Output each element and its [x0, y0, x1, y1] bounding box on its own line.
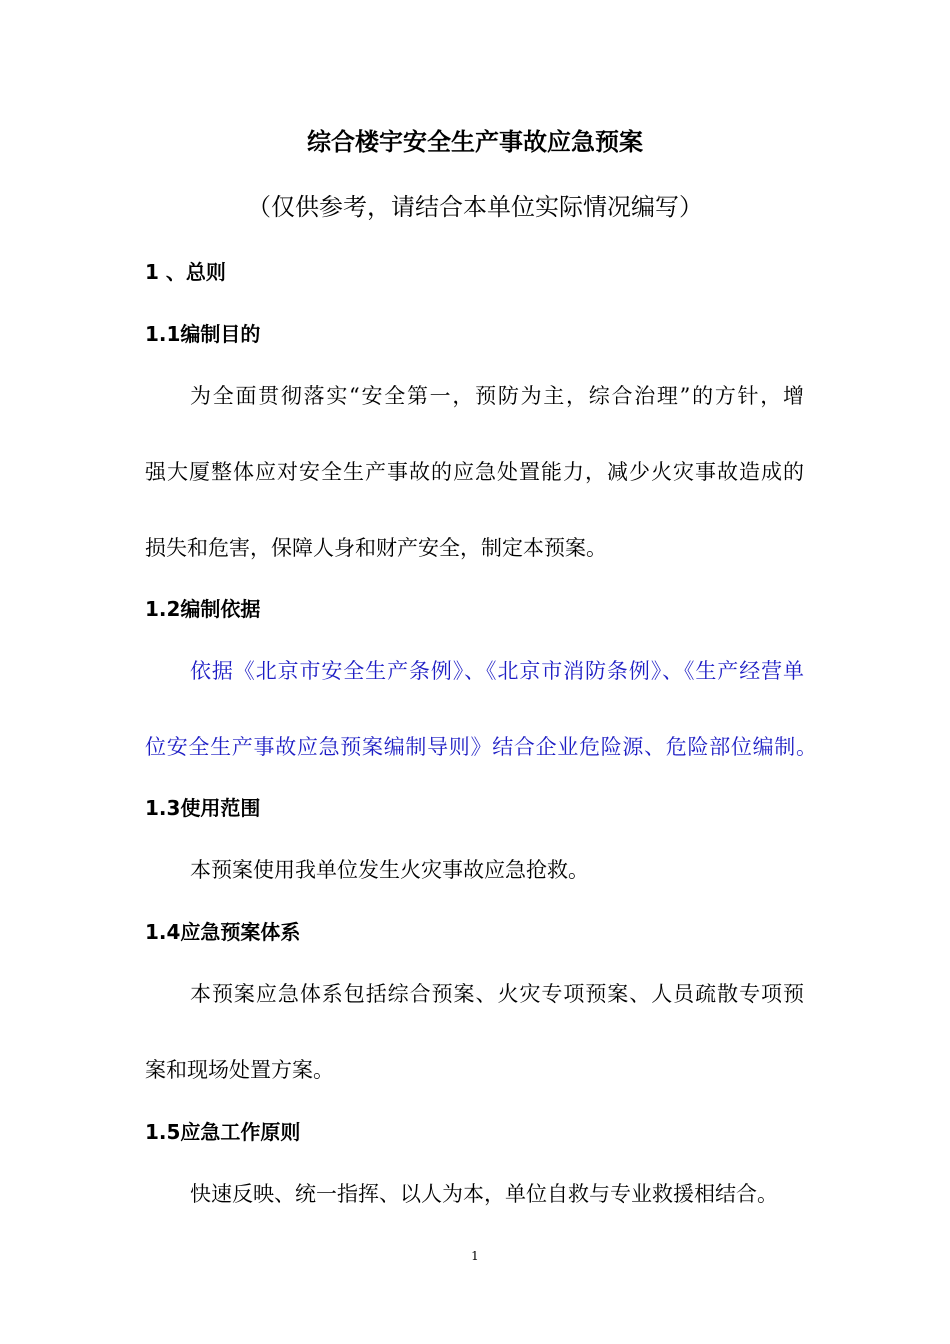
paragraph-line: 为全面贯彻落实“安全第一，预防为主，综合治理”的方针，增: [190, 384, 804, 408]
paragraph-line: 强大厦整体应对安全生产事故的应急处置能力，减少火灾事故造成的: [145, 460, 804, 484]
paragraph-line: 快速反映、统一指挥、以人为本，单位自救与专业救援相结合。: [190, 1182, 778, 1206]
paragraph-line-citation: 依据《北京市安全生产条例》、《北京市消防条例》、《生产经营单: [190, 659, 804, 683]
paragraph-line: 本预案应急体系包括综合预案、火灾专项预案、人员疏散专项预: [190, 982, 804, 1006]
section-heading-purpose: 1.1编制目的: [145, 322, 261, 346]
paragraph-line: 损失和危害，保障人身和财产安全，制定本预案。: [145, 536, 607, 560]
paragraph-line: 案和现场处置方案。: [145, 1058, 334, 1082]
paragraph-line: 本预案使用我单位发生火灾事故应急抢救。: [190, 858, 589, 882]
section-heading-general: 1 、总则: [145, 260, 226, 284]
document-subtitle: （仅供参考，请结合本单位实际情况编写）: [247, 193, 703, 221]
page-number: 1: [471, 1249, 479, 1263]
section-heading-system: 1.4应急预案体系: [145, 920, 301, 944]
section-heading-scope: 1.3使用范围: [145, 796, 261, 820]
section-heading-principles: 1.5应急工作原则: [145, 1120, 301, 1144]
paragraph-line-citation: 位安全生产事故应急预案编制导则》结合企业危险源、危险部位编制。: [145, 735, 817, 759]
document-title: 综合楼宇安全生产事故应急预案: [307, 128, 643, 156]
section-heading-basis: 1.2编制依据: [145, 597, 261, 621]
